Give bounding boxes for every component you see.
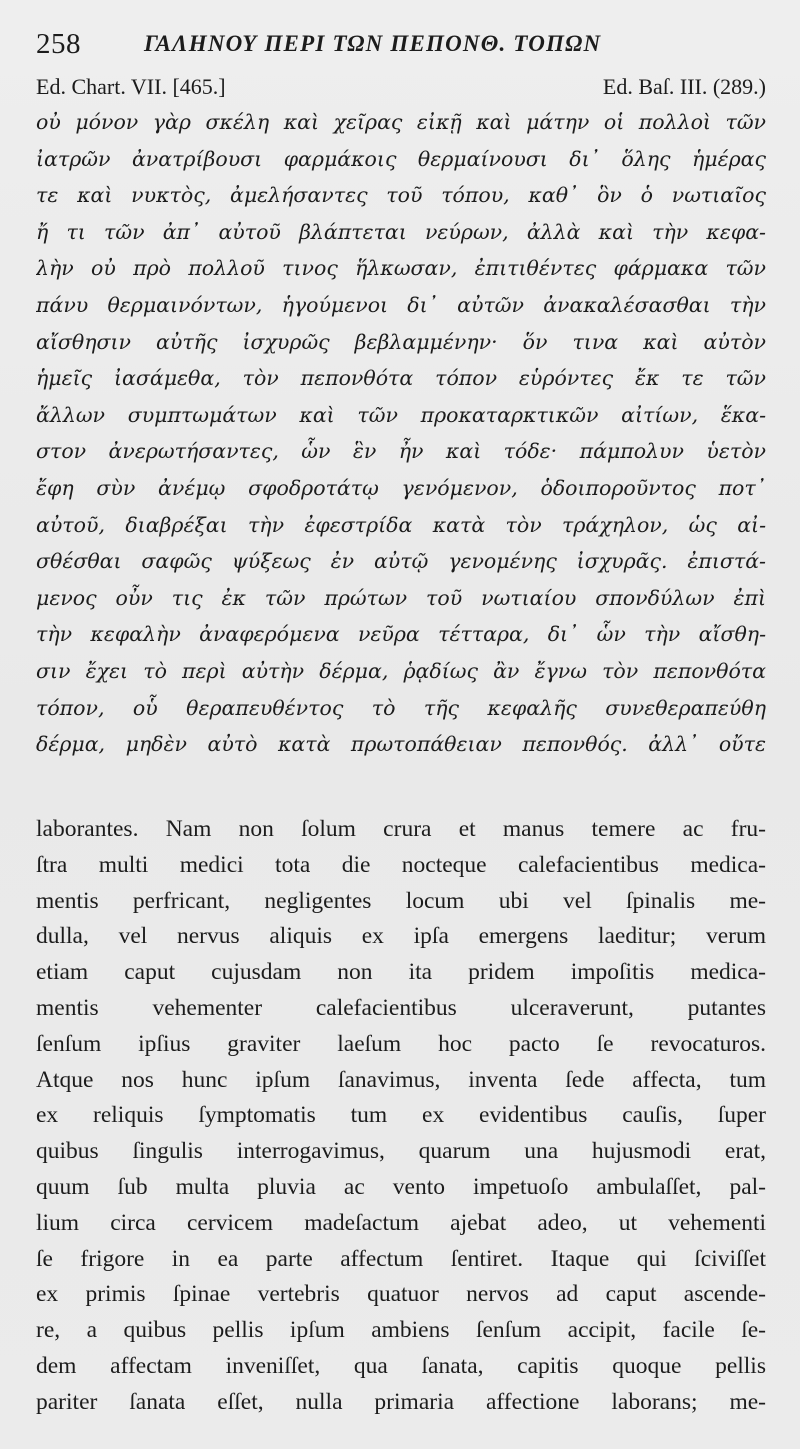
latin-text-line: ſe frigore in ea parte affectum ſentiret. Itaque qui ſciviſſet <box>36 1245 766 1272</box>
greek-text-block <box>36 104 766 763</box>
latin-text-line: etiam caput cujusdam non ita pridem impoſitis medica- <box>36 959 766 986</box>
latin-text-line: Atque nos hunc ipſum ſanavimus, inventa ſede affecta, tum <box>36 1066 766 1093</box>
edition-basel-reference: Ed. Baſ. III. (289.) <box>602 74 766 99</box>
latin-text-line: laborantes. Nam non ſolum crura et manus temere ac fru- <box>36 816 766 842</box>
greek-text-line: λὴν οὐ πρὸ πολλοῦ τινος ἥλκωσαν, ἐπιτιθέντες φάρμακα τῶν <box>36 256 766 281</box>
greek-text-line: ἄλλων συμπτωμάτων καὶ τῶν προκαταρκτικῶν αἰτίων, ἕκα- <box>36 402 766 427</box>
latin-text-line: ex primis ſpinae vertebris quatuor nervos ad caput ascende- <box>36 1281 766 1308</box>
latin-text-line: lium circa cervicem madeſactum ajebat adeo, ut vehementi <box>36 1209 766 1236</box>
page-number: 258 <box>36 28 81 60</box>
greek-text-line: στον ἀνερωτήσαντες, ὧν ἓν ἦν καὶ τόδε· πάμπολυν ὑετὸν <box>36 439 766 464</box>
greek-text-line: αὐτοῦ, διαβρέξαι τὴν ἐφεστρίδα κατὰ τὸν τράχηλον, ὡς αἰ- <box>36 512 766 537</box>
latin-text-line: dem affectam inveniſſet, qua ſanata, capitis quoque pellis <box>36 1352 766 1379</box>
greek-text-line: οὐ μόνον γὰρ σκέλη καὶ χεῖρας εἰκῇ καὶ μάτην οἱ πολλοὶ τῶν <box>36 110 766 134</box>
greek-text-line: ἔφη σὺν ἀνέμῳ σφοδροτάτῳ γενόμενον, ὁδοιποροῦντος ποτ᾽ <box>36 475 766 500</box>
edition-chartier-reference: Ed. Chart. VII. [465.] <box>36 74 226 99</box>
edition-reference-line <box>36 74 766 104</box>
latin-text-line: dulla, vel nervus aliquis ex ipſa emergens laeditur; verum <box>36 923 766 950</box>
greek-text-line: τε καὶ νυκτὸς, ἀμελήσαντες τοῦ τόπου, καθ᾽ ὃν ὁ νωτιαῖος <box>36 183 766 208</box>
running-head <box>36 28 766 64</box>
latin-text-block <box>36 812 766 1421</box>
latin-text-line: mentis perfricant, negligentes locum ubi vel ſpinalis me- <box>36 887 766 914</box>
latin-text-line: quibus ſingulis interrogavimus, quarum una hujusmodi erat, <box>36 1138 766 1165</box>
greek-text-line: ἡμεῖς ἰασάμεθα, τὸν πεπονθότα τόπον εὑρόντες ἔκ τε τῶν <box>36 366 766 391</box>
greek-text-line: αἴσθησιν αὐτῆς ἰσχυρῶς βεβλαμμένην· ὅν τινα καὶ αὐτὸν <box>36 329 766 354</box>
latin-text-line: ſenſum ipſius graviter laeſum hoc pacto ſe revocaturos. <box>36 1030 766 1057</box>
latin-text-line: re, a quibus pellis ipſum ambiens ſenſum accipit, facile ſe- <box>36 1317 766 1344</box>
greek-text-line: μενος οὖν τις ἐκ τῶν πρώτων τοῦ νωτιαίου σπονδύλων ἐπὶ <box>36 585 766 610</box>
greek-text-line: τόπον, οὗ θεραπευθέντος τὸ τῆς κεφαλῆς συνεθεραπεύθη <box>36 695 766 720</box>
greek-text-line: πάνυ θερμαινόντων, ἡγούμενοι δι᾽ αὐτῶν ἀνακαλέσασθαι τὴν <box>36 292 766 317</box>
latin-text-line: ſtra multi medici tota die nocteque calefacientibus medica- <box>36 851 766 878</box>
latin-text-line: mentis vehementer calefacientibus ulceraverunt, putantes <box>36 994 766 1021</box>
greek-text-line: ἤ τι τῶν ἀπ᾽ αὐτοῦ βλάπτεται νεύρων, ἀλλὰ καὶ τὴν κεφα- <box>36 219 766 244</box>
running-title: ΓΑΛΗΝΟΥ ΠΕΡΙ ΤΩΝ ΠΕΠΟΝΘ. ΤΟΠΩΝ <box>144 31 602 56</box>
greek-text-line: σθέσθαι σαφῶς ψύξεως ἐν αὐτῷ γενομένης ἰσχυρᾶς. ἐπιστά- <box>36 549 766 574</box>
greek-text-line: ἰατρῶν ἀνατρίβουσι φαρμάκοις θερμαίνουσι δι᾽ ὅλης ἡμέρας <box>36 146 766 171</box>
latin-text-line: pariter ſanata eſſet, nulla primaria affectione laborans; me- <box>36 1388 766 1415</box>
greek-text-line: σιν ἔχει τὸ περὶ αὐτὴν δέρμα, ῥᾳδίως ἂν ἔγνω τὸν πεπονθότα <box>36 658 766 683</box>
greek-text-line: δέρμα, μηδὲν αὐτὸ κατὰ πρωτοπάθειαν πεπονθός. ἀλλ᾽ οὔτε <box>36 732 766 757</box>
greek-text-line: τὴν κεφαλὴν ἀναφερόμενα νεῦρα τέτταρα, δι᾽ ὧν τὴν αἴσθη- <box>36 622 766 647</box>
latin-text-line: quum ſub multa pluvia ac vento impetuoſo ambulaſſet, pal- <box>36 1173 766 1200</box>
latin-text-line: ex reliquis ſymptomatis tum ex evidentibus cauſis, ſuper <box>36 1102 766 1129</box>
